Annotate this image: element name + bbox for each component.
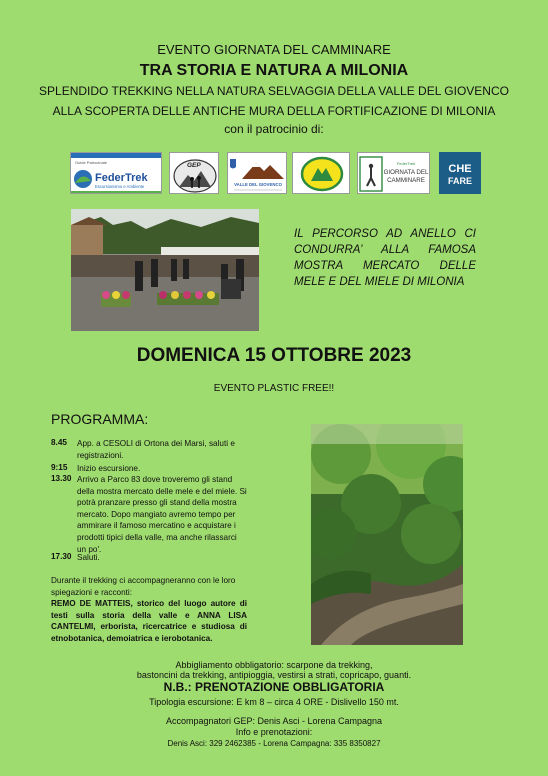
tipologia-escursione: Tipologia escursione: E km 8 – circa 4 ORE - Dislivello 150 mt. <box>149 697 399 707</box>
market-photo <box>71 209 259 331</box>
accompagnatori: Accompagnatori GEP: Denis Asci - Lorena Campagna <box>165 716 383 726</box>
giornata-name-line2: CAMMINARE <box>387 177 425 184</box>
programma-text: Arrivo a Parco 83 dove troveremo gli stand della mostra mercato delle mele e del miele. Si potrà pranzare presso gli stand della mostra mercato. Dopo mangiato avremo tempo per ammirare il famoso mercatino e acquistare i prodotti tipici della valle, ma anche rilassarci un po'. <box>77 475 247 554</box>
giornata-name-line1: GIORNATA DEL <box>383 169 429 176</box>
abbigliamento-line2: bastoncini da trekking, antipioggia, vestirsi a strati, copricapo, guanti. <box>136 670 412 680</box>
event-title: TRA STORIA E NATURA A MILONIA <box>139 62 409 79</box>
event-date: DOMENICA 15 OTTOBRE 2023 <box>136 345 412 366</box>
federtrek-sub: Escursionismo e Ambiente <box>95 184 145 189</box>
giornata-del-camminare-logo <box>357 152 430 194</box>
subtitle-trekking: SPLENDIDO TREKKING NELLA NATURA SELVAGGIA DELLA VALLE DEL GIOVENCO <box>39 84 509 98</box>
patronage-label: con il patrocinio di: <box>224 122 324 136</box>
programma-text: Inizio escursione. <box>77 464 141 473</box>
gep-text: GEP <box>187 162 201 169</box>
che-fare-logo <box>439 152 481 194</box>
programma-title: PROGRAMMA: <box>51 411 149 427</box>
federtrek-logo <box>70 152 162 194</box>
giornata-small-text: FederTrek <box>396 161 416 166</box>
federtrek-name: FederTrek <box>95 172 148 184</box>
gep-logo <box>169 152 219 194</box>
chefare-line2: FARE <box>447 176 473 186</box>
programma-time: 13.30 <box>51 474 72 483</box>
abbigliamento-line1: Abbigliamento obbligatorio: scarpone da trekking, <box>175 660 373 670</box>
programma-text: App. a CESOLI di Ortona dei Marsi, saluti e registrazioni. <box>77 439 235 460</box>
racconti-intro: Durante il trekking ci accompagneranno con le loro spiegazioni e racconti: <box>51 576 236 597</box>
programma-time: 17.30 <box>51 552 72 561</box>
chefare-line1: CHE <box>448 163 472 175</box>
forest-trail-photo <box>311 424 463 645</box>
prenotazione-notice: N.B.: PRENOTAZIONE OBBLIGATORIA <box>163 680 385 694</box>
valle-name: VALLE DEL GIOVENCO <box>234 182 282 187</box>
plastic-free-note: EVENTO PLASTIC FREE!! <box>213 383 335 394</box>
federtrek-top-text: Guide Patrocinate <box>75 160 108 165</box>
programma-text: Saluti. <box>77 553 100 562</box>
regional-emblem-logo <box>292 152 350 194</box>
valle-del-giovenco-logo <box>227 152 287 194</box>
racconti-guides: REMO DE MATTEIS, storico del luogo autore di testi sulla storia della valle e ANNA LISA CANTELMI, erborista, ricercatrice e studiosa di etnobotanica, demoiatrica e ierobotanica. <box>51 599 247 643</box>
contact-phones: Denis Asci: 329 2462385 - Lorena Campagna: 335 8350827 <box>167 739 381 748</box>
percorso-description: IL PERCORSO AD ANELLO CI CONDURRA’ ALLA FAMOSA MOSTRA MERCATO DELLE MELE E DEL MIELE DI MILONIA <box>294 228 476 288</box>
info-prenotazioni: Info e prenotazioni: <box>235 727 313 737</box>
programma-time: 8.45 <box>51 438 67 447</box>
subtitle-mura: ALLA SCOPERTA DELLE ANTICHE MURA DELLA FORTIFICAZIONE DI MILONIA <box>52 104 496 118</box>
event-kicker: EVENTO GIORNATA DEL CAMMINARE <box>157 42 391 57</box>
programma-time: 9:15 <box>51 463 68 472</box>
